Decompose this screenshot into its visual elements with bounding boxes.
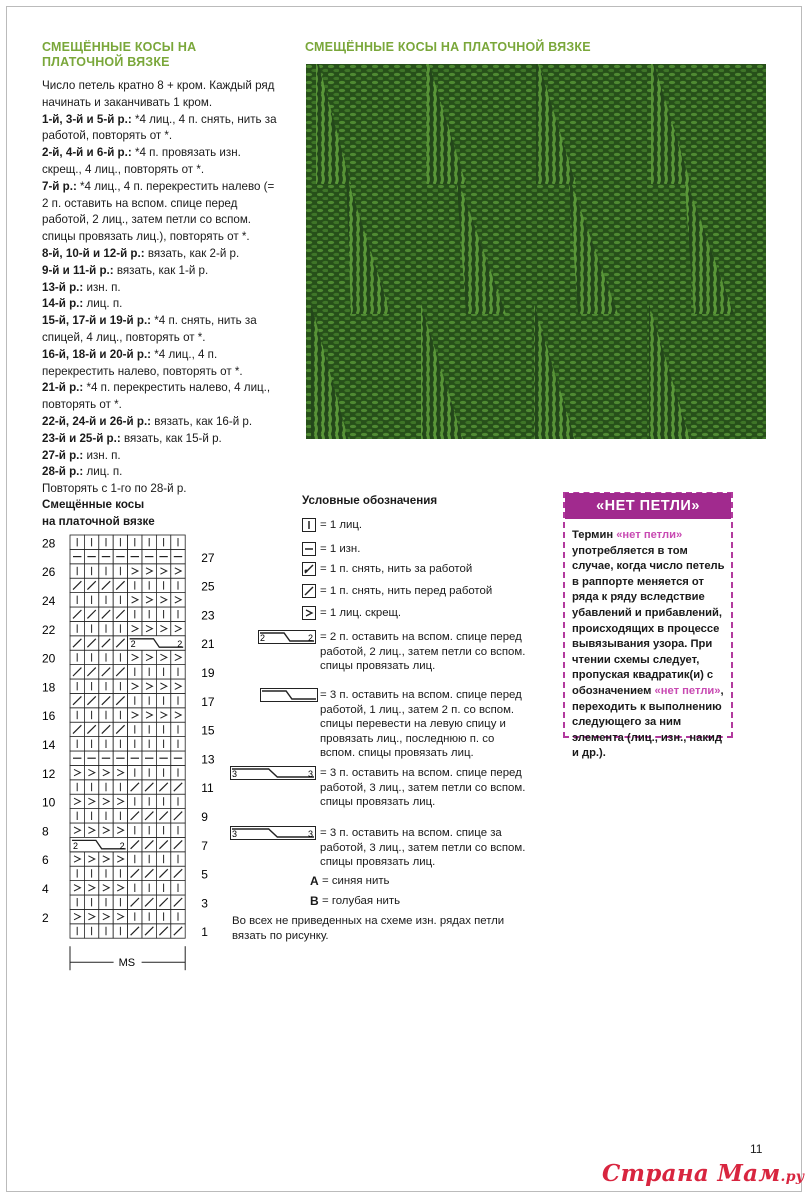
cross-3-right-symbol — [230, 826, 316, 840]
pattern-row-8 — [42, 313, 280, 347]
cross-label: 2 — [177, 639, 183, 650]
row-label: 9-й и 11-й р.: — [42, 263, 114, 277]
legend-text: = 3 п. оставить на вспом. спице перед работой, 3 лиц., затем петли со вспом. спицы провязать лиц. — [320, 767, 526, 808]
chart-cell — [70, 794, 84, 808]
watermark — [602, 1160, 804, 1187]
row-label: 22-й, 24-й и 26-й р.: — [42, 414, 152, 428]
chart-cell — [142, 621, 156, 635]
legend-text: = 1 п. снять, нить перед работой — [320, 585, 493, 597]
pattern-row-0 — [42, 78, 280, 112]
row-text: вязать, как 2-й р. — [144, 246, 240, 260]
row-text: Число петель кратно 8 + кром. Каждый ряд начинать и заканчивать 1 кром. — [42, 79, 275, 109]
chart-cell — [99, 765, 113, 779]
pattern-row-11 — [42, 414, 280, 431]
legend-text: = синяя нить — [322, 875, 390, 887]
pattern-row-7 — [42, 296, 280, 313]
chart-cell — [70, 823, 84, 837]
row-number: 6 — [42, 853, 49, 868]
row-number: 8 — [42, 824, 49, 839]
twisted-knit-symbol — [302, 606, 322, 620]
info-text-2: употребляется в том случае, когда число петель в раппорте меняется от ряда к ряду вследствие убавлений и прибавлений, происходящих в процессе вывязывания узора. При чтении схемы следует, пропуская квадратик(и) с обозначением — [572, 544, 725, 697]
slip-front-symbol — [302, 584, 322, 598]
svg-text:3: 3 — [232, 769, 238, 779]
row-label: 7-й р.: — [42, 179, 77, 193]
pattern-row-4 — [42, 246, 280, 263]
slip-back-symbol — [302, 562, 322, 576]
chart-cell — [156, 708, 170, 722]
row-text: лиц. п. — [83, 297, 123, 311]
chart-cell — [99, 823, 113, 837]
legend-key: A — [310, 874, 319, 888]
chart-cell — [113, 909, 127, 923]
legend-text: = 3 п. оставить на вспом. спице перед работой, 1 лиц., затем 2 п. со вспом. спицы перевести на левую спицу и провязать лиц., последнюю п. со вспом. спицы провязать лиц. — [320, 689, 522, 759]
row-number: 7 — [201, 838, 208, 853]
chart-cell — [84, 909, 98, 923]
chart-cell — [84, 881, 98, 895]
chart-cell — [142, 679, 156, 693]
legend-note: Во всех не приведенных на схеме изн. рядах петли вязать по рисунку. — [232, 915, 505, 942]
info-box-text — [572, 528, 730, 762]
knit-texture — [306, 64, 766, 439]
row-text: изн. п. — [83, 448, 121, 462]
photo-title: СМЕЩЁННЫЕ КОСЫ НА ПЛАТОЧНОЙ ВЯЗКЕ — [305, 40, 591, 54]
row-text: *4 п. снять, нить за спицей, 4 лиц., повторять от *. — [42, 314, 257, 344]
row-label: 1-й, 3-й и 5-й р.: — [42, 112, 132, 126]
row-text: лиц. п. — [83, 465, 123, 479]
cross-2-left-symbol — [258, 630, 316, 644]
row-number: 11 — [201, 781, 214, 796]
chart-title-line-1: Смещённые косы — [42, 498, 145, 511]
row-label: 14-й р.: — [42, 297, 84, 311]
row-number: 9 — [201, 810, 208, 824]
chart-cell — [113, 765, 127, 779]
svg-text:2: 2 — [308, 633, 314, 643]
row-number: 2 — [42, 910, 49, 925]
row-number: 23 — [201, 608, 215, 623]
row-label: 13-й р.: — [42, 280, 84, 294]
legend-key: B — [310, 894, 319, 908]
watermark-main: Страна Мам — [602, 1160, 781, 1187]
svg-text:3: 3 — [308, 829, 314, 839]
chart-cell — [84, 823, 98, 837]
chart-cell — [84, 852, 98, 866]
chart-cell — [113, 794, 127, 808]
cross-label: 2 — [73, 840, 79, 851]
chart-cell — [128, 650, 142, 664]
chart-cell — [99, 794, 113, 808]
row-label: 16-й, 18-й и 20-й р.: — [42, 347, 152, 361]
row-number: 20 — [42, 651, 56, 666]
row-number: 22 — [42, 622, 56, 637]
legend-symbol — [260, 688, 318, 707]
row-label: 21-й р.: — [42, 381, 84, 395]
legend-symbol — [302, 584, 322, 603]
row-number: 10 — [42, 795, 56, 810]
cross-label: 2 — [130, 639, 136, 650]
chart-cell — [70, 909, 84, 923]
row-number: 26 — [42, 565, 56, 580]
row-label: 2-й, 4-й и 6-й р.: — [42, 146, 132, 160]
row-number: 5 — [201, 867, 208, 882]
legend-title: Условные обозначения — [302, 494, 438, 507]
chart-cell — [128, 708, 142, 722]
svg-text:3: 3 — [232, 829, 238, 839]
pattern-row-9 — [42, 347, 280, 381]
chart-cell — [128, 679, 142, 693]
chart-cell — [171, 621, 185, 635]
row-label: 15-й, 17-й и 19-й р.: — [42, 314, 152, 328]
legend-symbol — [230, 826, 316, 845]
legend-text: = 3 п. оставить на вспом. спице за работой, 3 лиц., затем петли со вспом. спицы провязать лиц. — [320, 827, 526, 868]
chart-cell — [142, 708, 156, 722]
chart-cell — [84, 794, 98, 808]
cross-label: 2 — [119, 840, 125, 851]
svg-text:3: 3 — [308, 769, 314, 779]
cross-3-left-symbol — [230, 766, 316, 780]
pattern-title: СМЕЩЁННЫЕ КОСЫ НА ПЛАТОЧНОЙ ВЯЗКЕ — [42, 40, 197, 69]
chart-cell — [128, 621, 142, 635]
legend-text: = голубая нить — [322, 895, 401, 907]
pattern-row-13 — [42, 448, 280, 465]
purl-symbol — [302, 542, 322, 556]
chart-cell — [113, 881, 127, 895]
chart-cell — [142, 593, 156, 607]
chart-cell — [156, 679, 170, 693]
chart-cell — [156, 593, 170, 607]
row-text: *4 лиц., 4 п. перекрестить налево, повторять от *. — [42, 347, 243, 378]
pattern-row-14 — [42, 464, 280, 481]
row-text: вязать, как 15-й р. — [120, 431, 222, 445]
row-number: 14 — [42, 738, 56, 752]
info-box-title: «НЕТ ПЕТЛИ» — [565, 493, 731, 519]
chart-cell — [99, 852, 113, 866]
row-number: 3 — [201, 896, 208, 911]
legend-symbol — [302, 606, 322, 625]
row-number: 16 — [42, 709, 56, 724]
legend-symbol — [230, 766, 316, 785]
pattern-row-12 — [42, 431, 280, 448]
chart-cell — [70, 852, 84, 866]
row-label: 28-й р.: — [42, 465, 84, 479]
pattern-row-6 — [42, 280, 280, 297]
cross-3-symbol — [260, 688, 318, 702]
page-number: 11 — [750, 1142, 763, 1156]
legend-symbol — [302, 518, 322, 537]
row-text: вязать, как 16-й р. — [151, 414, 253, 428]
chart-cell — [99, 881, 113, 895]
chart-cell — [70, 881, 84, 895]
info-highlight-1: «нет петли» — [616, 529, 683, 541]
row-number: 15 — [201, 723, 215, 738]
row-number: 27 — [201, 550, 215, 565]
chart-title — [42, 496, 155, 530]
row-text: *4 п. перекрестить налево, 4 лиц., повторять от *. — [42, 381, 271, 412]
pattern-row-2 — [42, 145, 280, 179]
chart-cell — [113, 823, 127, 837]
chart-cell — [128, 593, 142, 607]
pattern-instructions — [42, 78, 280, 498]
chart-cell — [142, 650, 156, 664]
pattern-row-3 — [42, 179, 280, 246]
legend-symbol — [302, 562, 322, 581]
chart-cell — [156, 621, 170, 635]
row-number: 24 — [42, 594, 56, 608]
chart-cell — [156, 650, 170, 664]
row-number: 4 — [42, 882, 49, 896]
row-number: 21 — [201, 637, 215, 652]
row-label: 8-й, 10-й и 12-й р.: — [42, 246, 145, 260]
legend-text: = 1 изн. — [320, 543, 361, 555]
chart-cell — [70, 765, 84, 779]
knitted-swatch-photo — [306, 64, 766, 439]
row-text: *4 лиц., 4 п. снять, нить за работой, повторять от *. — [42, 112, 277, 143]
pattern-row-1 — [42, 112, 280, 146]
info-text-1: Термин — [572, 529, 617, 541]
row-text: Повторять с 1-го по 28-й р. — [42, 482, 187, 496]
svg-text:2: 2 — [260, 633, 266, 643]
pattern-row-5 — [42, 263, 280, 280]
knitting-chart — [30, 530, 238, 990]
row-label: 23-й и 25-й р.: — [42, 431, 121, 445]
row-number: 19 — [201, 666, 215, 680]
legend-text: = 2 п. оставить на вспом. спице перед работой, 2 лиц., затем петли со вспом. спицы провязать лиц. — [320, 631, 526, 672]
legend-text: = 1 лиц. — [320, 519, 363, 531]
row-text: *4 лиц., 4 п. перекрестить налево (= 2 п. оставить на вспом. спице перед работой, 2 лиц., затем петли со вспом. спицы провязать лиц.), повторять от *. — [42, 179, 275, 244]
chart-cell — [128, 564, 142, 578]
chart-cell — [84, 765, 98, 779]
chart-cell — [99, 909, 113, 923]
legend-text: = 1 п. снять, нить за работой — [320, 563, 473, 575]
row-number: 18 — [42, 680, 56, 695]
chart-cell — [171, 593, 185, 607]
row-label: 27-й р.: — [42, 448, 84, 462]
info-text-3: , переходить к выполнению следующего за ним элемента (лиц., изн., накид и др.). — [572, 684, 724, 760]
watermark-sub: .ру — [780, 1169, 805, 1185]
chart-cell — [171, 650, 185, 664]
legend-symbol — [258, 630, 316, 649]
row-number: 28 — [42, 536, 56, 551]
pattern-row-10 — [42, 380, 280, 414]
row-number: 25 — [201, 579, 215, 594]
chart-cell — [156, 564, 170, 578]
row-text: *4 п. провязать изн. скрещ., 4 лиц., повторять от *. — [42, 146, 241, 176]
chart-title-line-2: на платочной вязке — [42, 515, 155, 528]
row-number: 1 — [201, 925, 208, 940]
legend-symbol — [302, 542, 322, 561]
chart-cell — [142, 564, 156, 578]
chart-cell — [171, 708, 185, 722]
chart-cell — [171, 564, 185, 578]
row-number: 12 — [42, 766, 56, 781]
chart-cell — [171, 679, 185, 693]
knit-symbol — [302, 518, 322, 532]
repeat-label: MS — [118, 957, 136, 970]
row-number: 17 — [201, 694, 215, 709]
row-text: изн. п. — [83, 280, 121, 294]
chart-cell — [113, 852, 127, 866]
info-highlight-2: «нет петли» — [654, 684, 721, 697]
row-text: вязать, как 1-й р. — [113, 263, 209, 277]
legend-text: = 1 лиц. скрещ. — [320, 607, 402, 619]
row-number: 13 — [201, 752, 215, 767]
